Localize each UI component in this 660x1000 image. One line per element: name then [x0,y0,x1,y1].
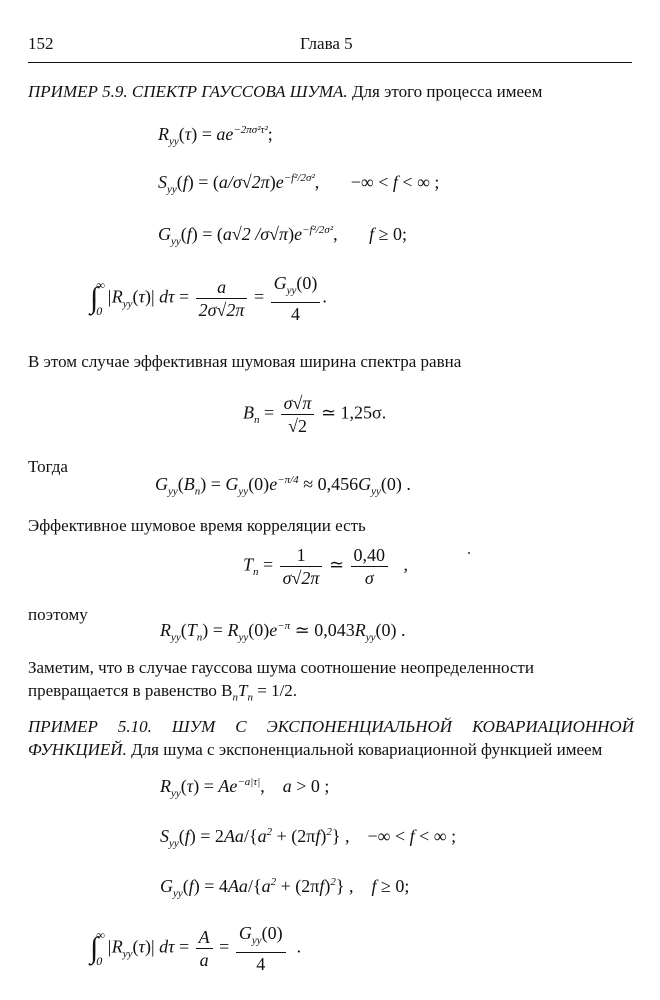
equation-ryy-gaussian: $R_{yy}(\tau) = ae^{-2\pi\sigma^2\tau^2}$; [158,124,273,148]
equation-syy-gaussian: $S_{yy}(f) = (a/\sigma√2\pi)e^{-f^2/2\sigma^2}$, −∞ < f < ∞ ; [158,172,440,196]
example-5-10-intro: Для шума с экспоненциальной ковариационной функцией имеем [126,740,603,759]
fraction: $\frac{0,40}{\sigma}$ [351,544,389,589]
fraction: $\frac{a}{2\sigma√2\pi}$ [196,276,248,321]
header-rule [28,62,632,63]
equation-gyy-bn: $G_{yy}(B_n) = G_{yy}(0)e^{-\pi/4} \approx 0,456G_{yy}(0)$ . [155,474,411,498]
note-end: = 1/2. [252,681,298,700]
example-5-9-heading [28,80,634,103]
equation-gyy-gaussian: $G_{yy}(f) = (a√2$ $/\sigma√\pi)e^{-f^2/2\sigma^2}$, f ≥ 0; [158,224,408,248]
chapter-title: Глава 5 [300,34,353,53]
note-text: Заметим, что в случае гауссова шума соотношение неопределенности превращается в равенство B [28,658,534,700]
paragraph-uncertainty-note: Заметим, что в случае гауссова шума соотношение неопределенности превращается в равенство $B_nT_n = 1/2$. [28,658,534,704]
equation-ryy-exponential: $R_{yy}(\tau) = Ae^{-a|\tau|}$, a > 0 ; [160,776,330,800]
example-5-10-heading [28,715,634,761]
paragraph-correlation-time: Эффективное шумовое время корреляции есть [28,516,366,535]
page-header [28,34,632,60]
fraction: $\frac{G_{yy}(0)}{4}$ [271,272,321,325]
page-number: 152 [28,34,54,53]
equation-tn: $T_n$ = $\frac{1}{\sigma√2\pi}$ ≃ $\frac{0,40}{\sigma}$ , [243,545,409,588]
equation-gyy-exponential: $G_{yy}(f) = 4Aa/\{a^2 + (2\pi f)^2\}$ , f ≥ 0; [160,876,410,900]
equation-integral-exponential: ∫∞ $0|R_{yy}(\tau)|$ dτ = $\frac{A}{a}$ = $\frac{G_{yy}(0)}{4}$ . [90,923,302,974]
equation-integral-gaussian: ∫∞ $0|R_{yy}(\tau)|$ dτ = $\frac{a}{2\sigma√2\pi}$ = $\frac{G_{yy}(0)}{4}$ . [90,273,327,324]
paragraph-therefore: поэтому [28,605,88,624]
paragraph-effective-width: В этом случае эффективная шумовая ширина спектра равна [28,352,462,371]
fraction: $\frac{\sigma√\pi}{√2}$ [281,392,315,437]
equation-syy-exponential: $S_{yy}(f) = 2Aa/\{a^2 + (2\pi f)^2\}$ , −∞ < f < ∞ ; [160,826,457,850]
paragraph-then: Тогда [28,457,68,476]
printing-speck [468,552,470,554]
equation-bn: $B_n$ = $\frac{\sigma√\pi}{√2}$ ≃ 1,25σ. [243,393,387,436]
fraction: $\frac{G_{yy}(0)}{4}$ [236,922,286,975]
example-5-9-title: ПРИМЕР 5.9. СПЕКТР ГАУССОВА ШУМА. [28,82,348,101]
equation-ryy-tn: $R_{yy}(T_n) = R_{yy}(0)e^{-\pi}$ ≃ $0,043R_{yy}(0)$ . [160,620,406,644]
example-5-10-title: ПРИМЕР 5.10. ШУМ С ЭКСПОНЕНЦИАЛЬНОЙ КОВАРИАЦИОННОЙ ФУНКЦИЕЙ. [28,717,634,759]
note-t-symbol: T [238,681,248,700]
fraction: $\frac{A}{a}$ [196,926,213,971]
example-5-9-intro: Для этого процесса имеем [347,82,543,101]
fraction: $\frac{1}{\sigma√2\pi}$ [280,544,323,589]
